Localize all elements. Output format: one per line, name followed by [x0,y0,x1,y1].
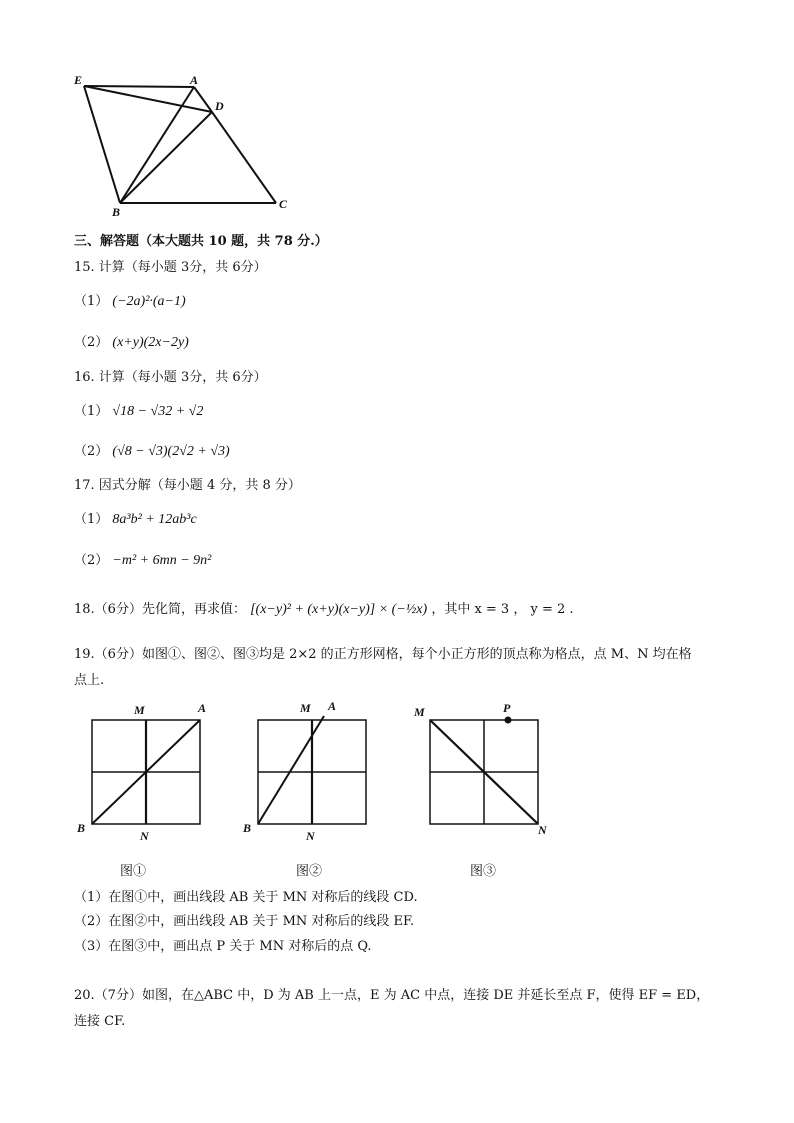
segment-EA [84,86,194,87]
q16-part1 [74,400,203,420]
q19-task-3: （3）在图③中，画出点 P 关于 MN 对称后的点 Q. [74,939,372,954]
q16-p1-expr: √18 − √32 + √2 [112,404,204,419]
label-A: A [198,701,207,715]
label-P: P [503,701,511,715]
point-P [505,717,512,724]
q16-p2-expr: (√8 − √3)(2√2 + √3) [112,444,230,459]
label-B: B [243,821,252,835]
label-N: N [306,829,315,843]
label-C: C [279,197,288,211]
caption-figure-2: 图② [296,864,323,879]
q16-stem: 16. 计算（每小题 3分，共 6分） [74,370,267,385]
q15-p1-expr: (−2a)²·(a−1) [112,294,186,309]
label-B: B [112,205,121,219]
q20-line2: 连接 CF. [74,1014,126,1029]
label-B: B [77,821,86,835]
q17-part1 [74,508,197,528]
quadrilateral-figure [70,70,300,220]
q18-line [74,598,574,618]
q17-stem: 17. 因式分解（每小题 4 分，共 8 分） [74,478,301,493]
label-E: E [74,73,83,87]
segment-DB [120,112,212,203]
label-N: N [538,823,547,837]
q19-stem-line1: 19.（6分）如图①、图②、图③均是 2×2 的正方形网格，每个小正方形的顶点称为格点，点 M、N 均在格 [74,647,692,662]
q18-suffix: ，其中 x = 3 ， y = 2 . [431,602,574,617]
q18-prefix: 18.（6分）先化简，再求值： [74,602,246,617]
segment-EB [84,86,120,203]
label-M: M [414,705,425,719]
q19-task-2: （2）在图②中，画出线段 AB 关于 MN 对称后的线段 EF. [74,914,415,929]
q17-p2-label: （2） [74,553,109,568]
label-N: N [140,829,149,843]
q18-expr: [(x−y)² + (x+y)(x−y)] × (−½x) [250,602,428,617]
q15-part2 [74,331,189,351]
grid-figure-3 [410,698,560,846]
segment-DC [212,112,276,203]
label-A: A [328,699,337,713]
label-D: D [215,99,224,113]
label-M: M [300,701,311,715]
q15-stem: 15. 计算（每小题 3分，共 6分） [74,260,267,275]
q15-p1-label: （1） [74,294,109,309]
q17-p2-expr: −m² + 6mn − 9n² [112,553,212,568]
q15-p2-expr: (x+y)(2x−2y) [112,335,189,350]
q19-stem-line2: 点上. [74,673,105,688]
q16-part2 [74,440,230,460]
q17-p1-expr: 8a³b² + 12ab³c [112,512,197,527]
grid-figure-2 [240,698,390,846]
grid-figure-1 [74,698,224,846]
q16-p1-label: （1） [74,404,109,419]
caption-figure-1: 图① [120,864,147,879]
q15-part1 [74,290,186,310]
label-M: M [134,703,145,717]
q19-task-1: （1）在图①中，画出线段 AB 关于 MN 对称后的线段 CD. [74,890,418,905]
segment-AB [120,87,194,203]
caption-figure-3: 图③ [470,864,497,879]
section-title: 三、解答题（本大题共 10 题，共 78 分.） [74,234,328,249]
q16-p2-label: （2） [74,444,109,459]
q17-p1-label: （1） [74,512,109,527]
segment-AB [258,716,324,824]
q20-line1: 20.（7分）如图，在△ABC 中，D 为 AB 上一点，E 为 AC 中点，连接 DE 并延长至点 F，使得 EF = ED， [74,988,710,1003]
q17-part2 [74,549,211,569]
label-A: A [190,73,199,87]
q15-p2-label: （2） [74,335,109,350]
